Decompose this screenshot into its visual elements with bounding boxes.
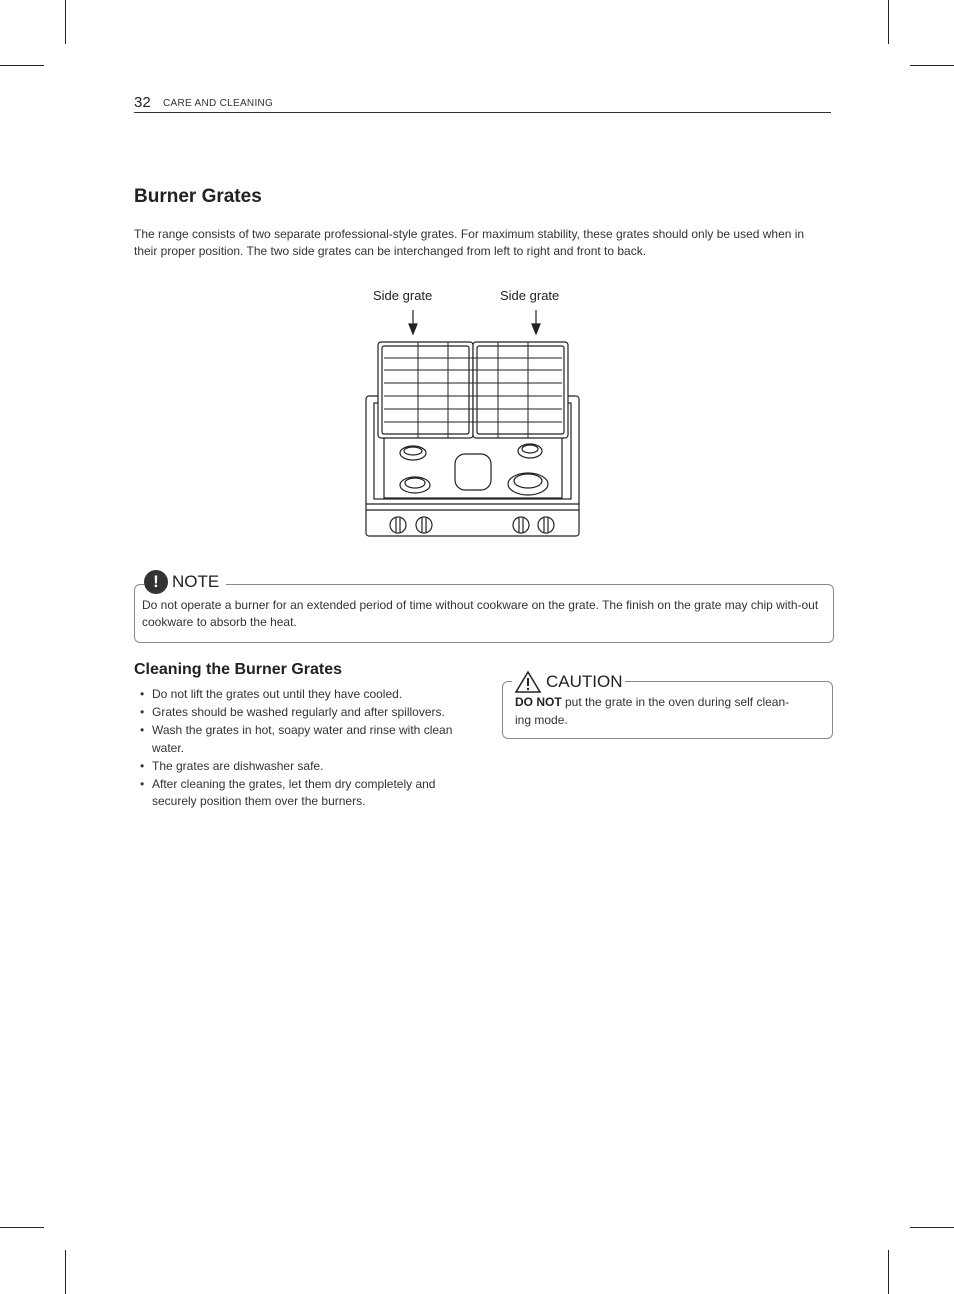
note-title: NOTE bbox=[172, 572, 220, 591]
left-grate bbox=[378, 342, 473, 438]
section-title: Burner Grates bbox=[134, 186, 262, 207]
knob-4 bbox=[538, 517, 554, 533]
caution-emphasis: DO NOT bbox=[515, 695, 562, 709]
right-grate bbox=[473, 342, 568, 438]
burner-front-right bbox=[508, 473, 548, 495]
burner-front-left bbox=[400, 477, 430, 493]
side-grate-label-right: Side grate bbox=[500, 288, 560, 303]
cleaning-list bbox=[138, 686, 458, 811]
knob-1 bbox=[390, 517, 406, 533]
knob-3 bbox=[513, 517, 529, 533]
crop-mark bbox=[888, 1250, 889, 1294]
crop-mark bbox=[65, 1250, 66, 1294]
arrow-right-head bbox=[532, 324, 540, 334]
intro-paragraph: The range consists of two separate professional-style grates. For maximum stability, these grates should only be used when in their proper position. The two side grates can be interchanged from left to right and front to back. bbox=[134, 227, 805, 258]
list-item: • Wash the grates in hot, soapy water and rinse with clean water. bbox=[138, 722, 458, 757]
list-item: • Grates should be washed regularly and after spillovers. bbox=[138, 704, 458, 722]
list-item: • After cleaning the grates, let them dry completely and securely position them over the burners. bbox=[138, 776, 458, 811]
section-label: CARE AND CLEANING bbox=[163, 98, 274, 109]
page-header bbox=[134, 94, 831, 113]
list-item: • The grates are dishwasher safe. bbox=[138, 758, 458, 776]
caution-header bbox=[512, 668, 625, 696]
list-item: • Do not lift the grates out until they have cooled. bbox=[138, 686, 458, 704]
crop-mark bbox=[65, 0, 66, 44]
caution-title: CAUTION bbox=[546, 672, 623, 691]
knob-2 bbox=[416, 517, 432, 533]
crop-mark bbox=[888, 0, 889, 44]
cooktop-grates-illustration bbox=[360, 306, 590, 541]
caution-body: put the grate in the oven during self clean-ing mode. bbox=[515, 695, 790, 727]
cleaning-title: Cleaning the Burner Grates bbox=[134, 661, 343, 678]
burner-rear-right bbox=[518, 444, 542, 458]
exclamation-icon: ! bbox=[144, 570, 168, 594]
crop-mark bbox=[910, 1227, 954, 1228]
warning-triangle-icon bbox=[514, 670, 542, 694]
center-burner-cover bbox=[455, 454, 491, 490]
crop-mark bbox=[0, 1227, 44, 1228]
page-number: 32 bbox=[134, 94, 151, 111]
note-text: Do not operate a burner for an extended period of time without cookware on the grate. The finish on the grate may chip with-out cookware to absorb the heat. bbox=[142, 598, 819, 629]
crop-mark bbox=[910, 65, 954, 66]
arrow-left-head bbox=[409, 324, 417, 334]
note-header bbox=[144, 568, 226, 596]
side-grate-label-left: Side grate bbox=[373, 288, 433, 303]
crop-mark bbox=[0, 65, 44, 66]
burner-rear-left bbox=[400, 446, 426, 460]
caution-text bbox=[515, 694, 805, 729]
